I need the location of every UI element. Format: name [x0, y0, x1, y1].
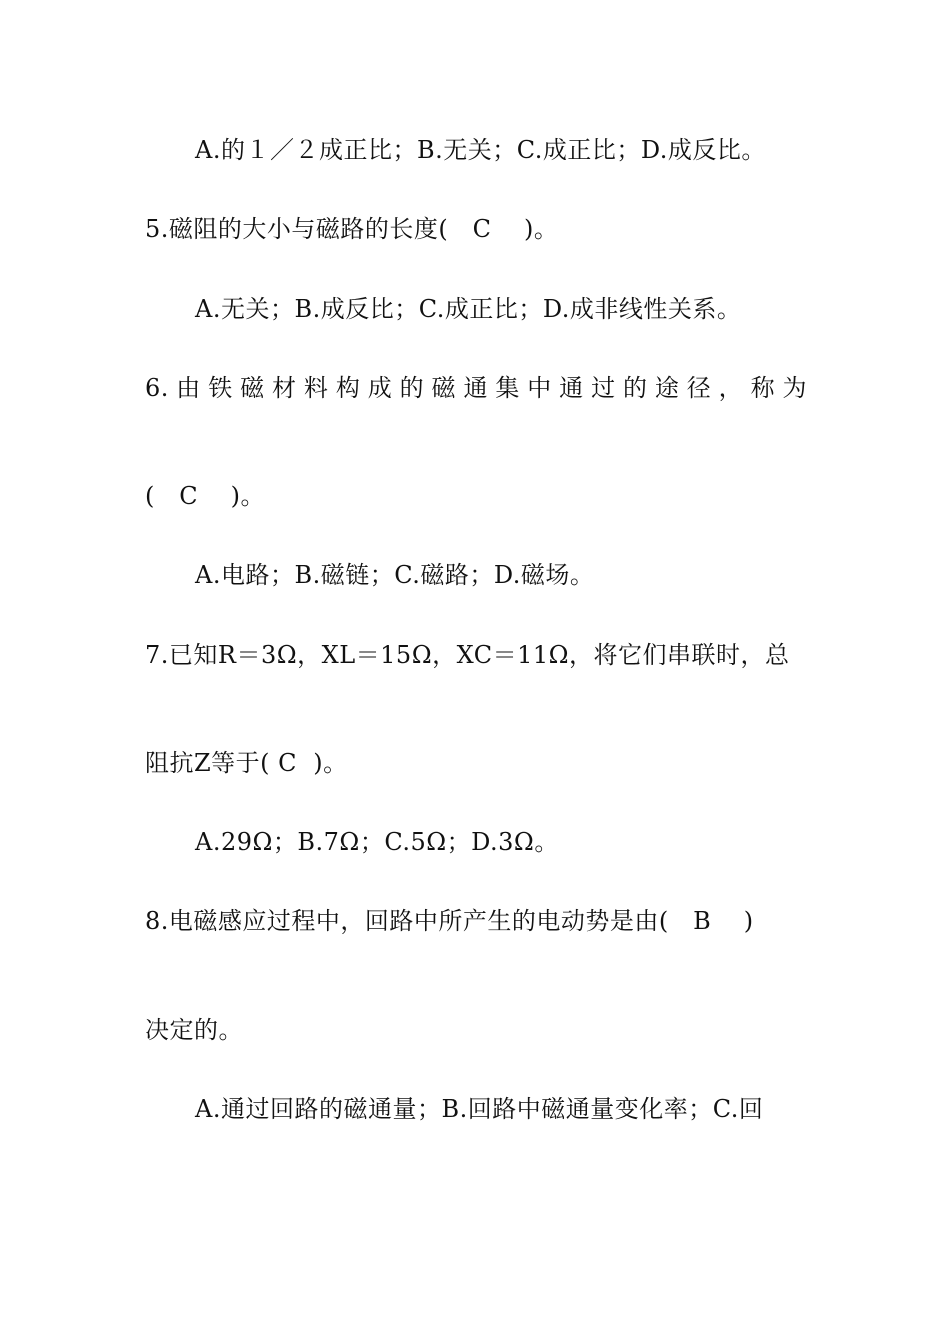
question-8-options: A.通过回路的磁通量；B.回路中磁通量变化率；C.回 [195, 1095, 764, 1123]
question-6-stem-line-1: 6.由铁磁材料构成的磁通集中通过的途径，称为 [145, 374, 807, 402]
question-8-stem-line-2: 决定的。 [145, 1016, 243, 1044]
question-8-stem-line-1: 8.电磁感应过程中，回路中所产生的电动势是由( B ) [145, 907, 754, 935]
question-5-stem: 5.磁阻的大小与磁路的长度( C )。 [145, 215, 559, 243]
question-7-stem-line-2: 阻抗Z等于( C )。 [145, 749, 348, 777]
question-4-options: A.的１／２成正比；B.无关；C.成正比；D.成反比。 [195, 136, 766, 164]
question-6-options: A.电路；B.磁链；C.磁路；D.磁场。 [195, 561, 595, 589]
question-5-options: A.无关；B.成反比；C.成正比；D.成非线性关系。 [195, 295, 742, 323]
question-7-options: A.29Ω；B.7Ω；C.5Ω；D.3Ω。 [195, 828, 559, 856]
question-6-stem-line-2: ( C )。 [145, 482, 265, 510]
question-7-stem-line-1: 7.已知R＝3Ω，XL＝15Ω，XC＝11Ω，将它们串联时，总 [145, 641, 790, 669]
